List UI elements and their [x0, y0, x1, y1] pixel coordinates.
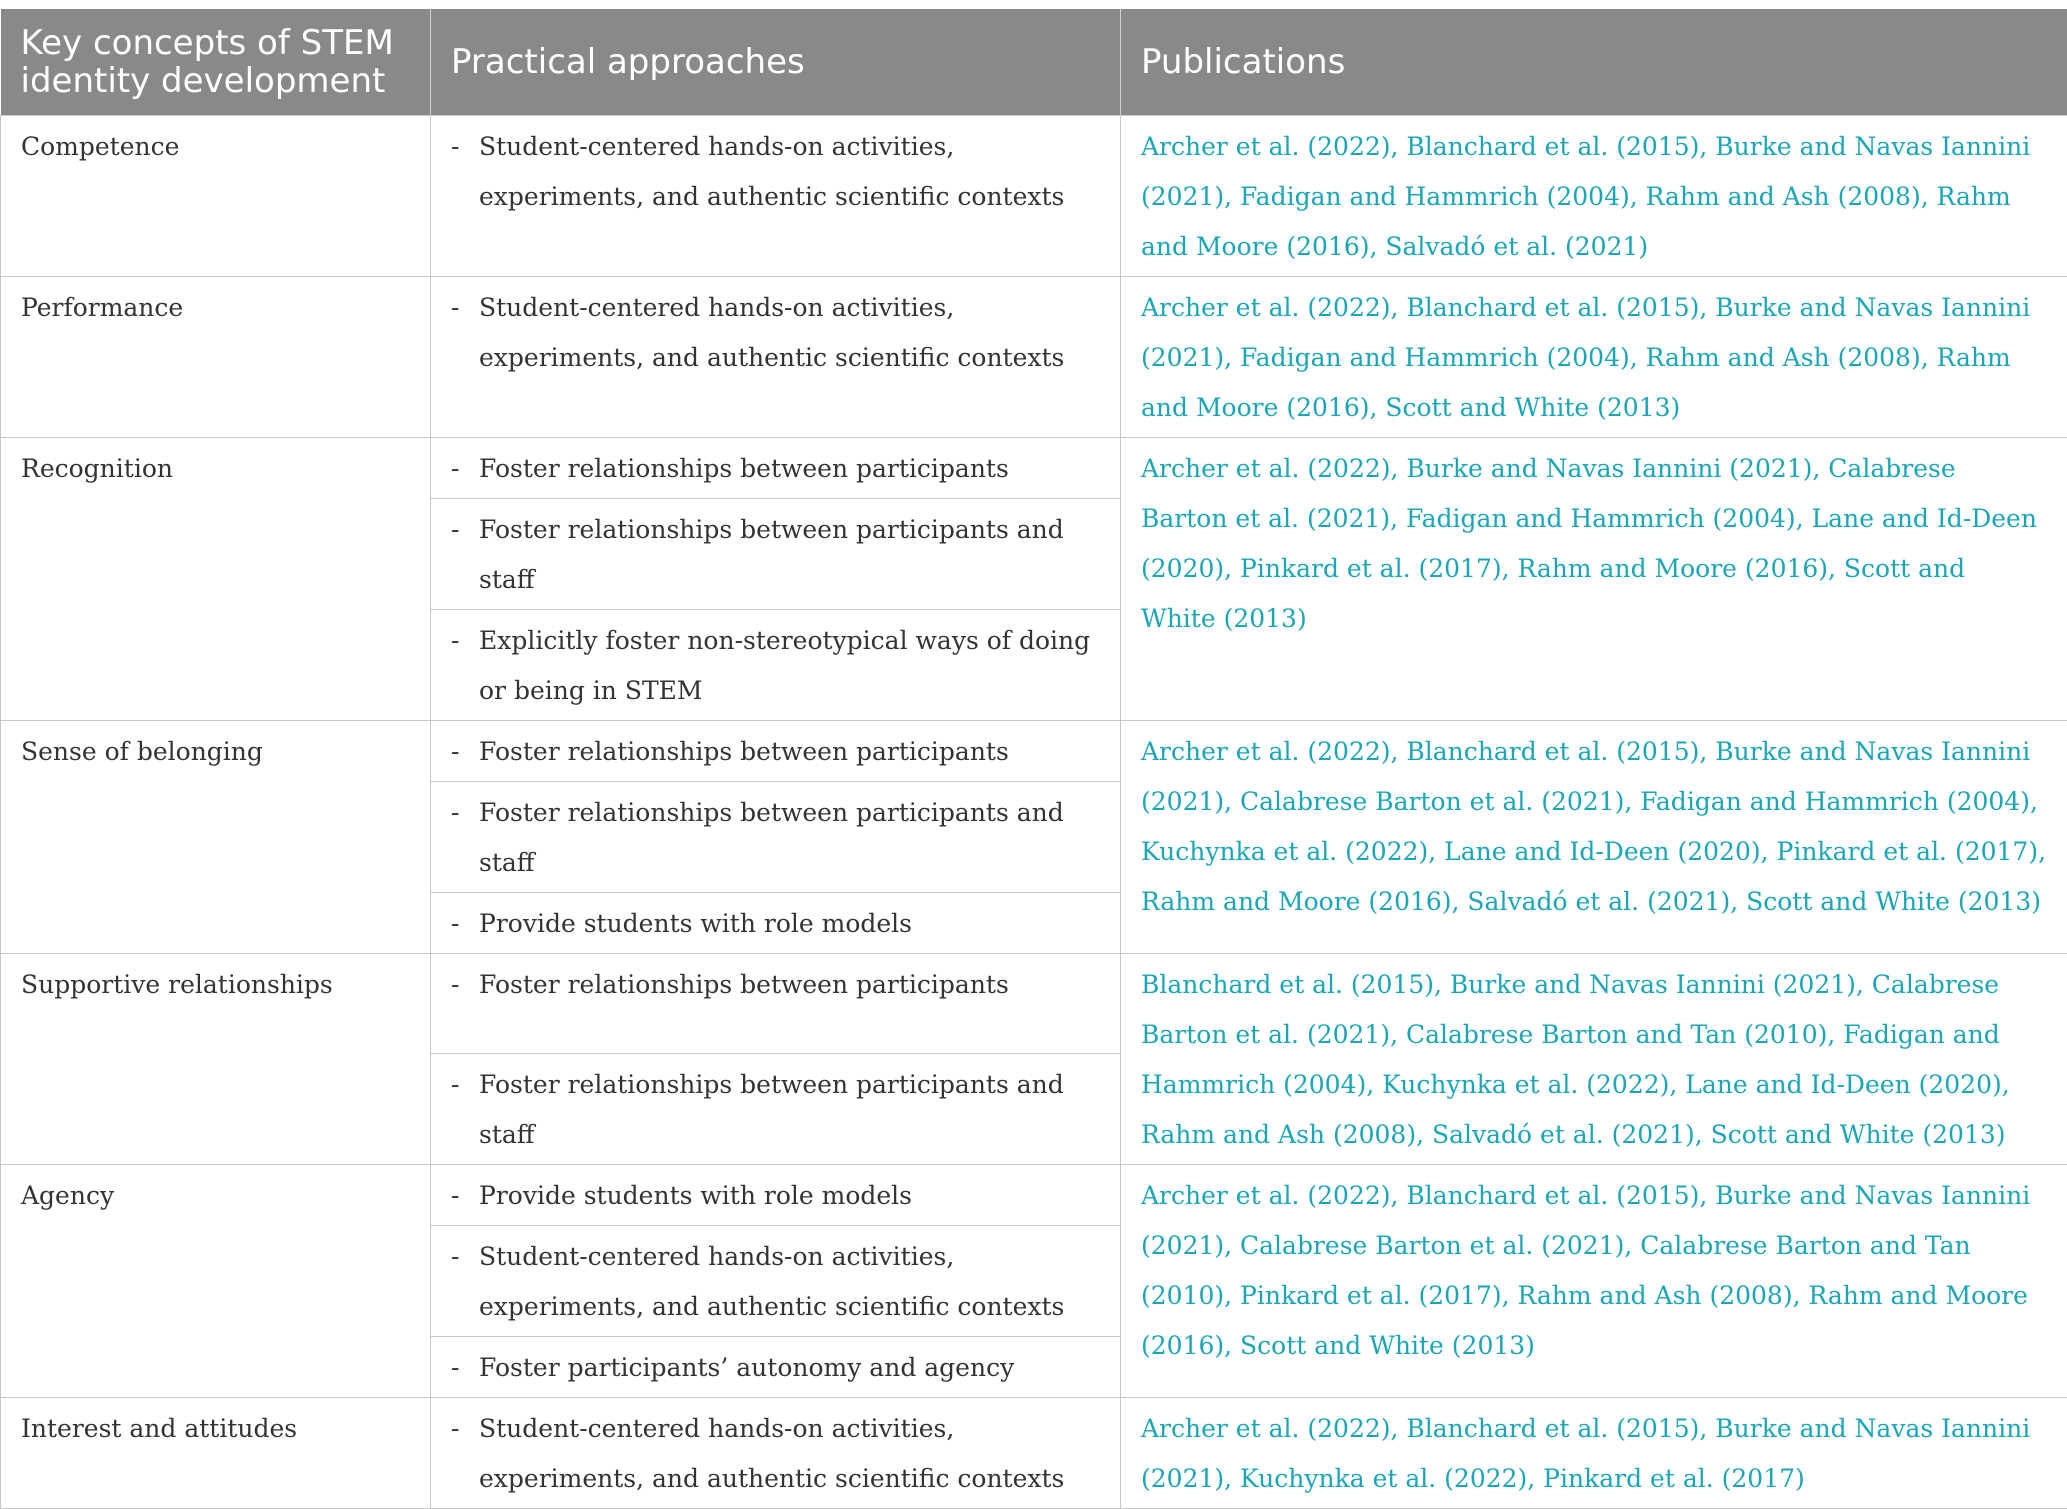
approach-cell: [431, 1165, 1121, 1226]
publications-cell: Archer et al. (2022), Burke and Navas Iannini (2021), Calabrese Barton et al. (2021), Fadigan and Hammrich (2004), Lane and Id-Deen (2020), Pinkard et al. (2017), Rahm and Moore (2016), Scott and White (2013): [1121, 438, 2067, 721]
approach-cell: [431, 277, 1121, 438]
table-row: [1, 116, 2067, 277]
dash-marker: -: [451, 727, 479, 777]
dash-marker: -: [451, 1343, 479, 1393]
table-row: [1, 1165, 2067, 1226]
concept-cell: Recognition: [1, 438, 431, 721]
table-header: [1, 9, 2067, 116]
table-row: [1, 277, 2067, 438]
approach-cell: [431, 954, 1121, 1054]
dash-marker: -: [451, 444, 479, 494]
concept-cell: Supportive relationships: [1, 954, 431, 1165]
table-body: [1, 116, 2067, 1509]
approach-cell: [431, 438, 1121, 499]
header-key-concepts: Key concepts of STEM identity development: [1, 9, 431, 116]
approach-cell: [431, 1054, 1121, 1165]
table-row: [1, 721, 2067, 782]
approach-text: Foster relationships between participants: [479, 727, 1100, 777]
approach-text: Foster relationships between participants and staff: [479, 505, 1100, 605]
header-publications: Publications: [1121, 9, 2067, 116]
dash-marker: -: [451, 283, 479, 383]
dash-marker: -: [451, 505, 479, 605]
approach-text: Student-centered hands-on activities, experiments, and authentic scientific contexts: [479, 122, 1100, 222]
publications-cell: Archer et al. (2022), Blanchard et al. (2015), Burke and Navas Iannini (2021), Calabrese Barton et al. (2021), Fadigan and Hammrich (2004), Kuchynka et al. (2022), Lane and Id-Deen (2020), Pinkard et al. (2017), Rahm and Moore (2016), Salvadó et al. (2021), Scott and White (2013): [1121, 721, 2067, 954]
dash-marker: -: [451, 1404, 479, 1504]
dash-marker: -: [451, 616, 479, 716]
concept-cell: Interest and attitudes: [1, 1398, 431, 1509]
approach-cell: [431, 721, 1121, 782]
concept-cell: Agency: [1, 1165, 431, 1398]
approach-cell: [431, 610, 1121, 721]
approach-text: Foster relationships between participants: [479, 960, 1100, 1010]
stem-identity-table: [0, 9, 2067, 1509]
publications-cell: Blanchard et al. (2015), Burke and Navas Iannini (2021), Calabrese Barton et al. (2021), Calabrese Barton and Tan (2010), Fadigan and Hammrich (2004), Kuchynka et al. (2022), Lane and Id-Deen (2020), Rahm and Ash (2008), Salvadó et al. (2021), Scott and White (2013): [1121, 954, 2067, 1165]
dash-marker: -: [451, 960, 479, 1010]
publications-cell: Archer et al. (2022), Blanchard et al. (2015), Burke and Navas Iannini (2021), Kuchynka et al. (2022), Pinkard et al. (2017): [1121, 1398, 2067, 1509]
approach-text: Student-centered hands-on activities, experiments, and authentic scientific contexts: [479, 283, 1100, 383]
concept-cell: Sense of belonging: [1, 721, 431, 954]
approach-cell: [431, 1398, 1121, 1509]
concept-cell: Competence: [1, 116, 431, 277]
approach-cell: [431, 782, 1121, 893]
dash-marker: -: [451, 788, 479, 888]
approach-text: Foster relationships between participants and staff: [479, 1060, 1100, 1160]
approach-text: Explicitly foster non-stereotypical ways of doing or being in STEM: [479, 616, 1100, 716]
table-row: [1, 1398, 2067, 1509]
header-row: [1, 9, 2067, 116]
approach-text: Provide students with role models: [479, 1171, 1100, 1221]
dash-marker: -: [451, 122, 479, 222]
dash-marker: -: [451, 899, 479, 949]
approach-text: Foster relationships between participants: [479, 444, 1100, 494]
approach-text: Student-centered hands-on activities, experiments, and authentic scientific contexts: [479, 1404, 1100, 1504]
approach-cell: [431, 499, 1121, 610]
dash-marker: -: [451, 1232, 479, 1332]
publications-cell: Archer et al. (2022), Blanchard et al. (2015), Burke and Navas Iannini (2021), Fadigan and Hammrich (2004), Rahm and Ash (2008), Rahm and Moore (2016), Scott and White (2013): [1121, 277, 2067, 438]
table-row: [1, 954, 2067, 1054]
approach-cell: [431, 116, 1121, 277]
dash-marker: -: [451, 1060, 479, 1160]
table-row: [1, 438, 2067, 499]
dash-marker: -: [451, 1171, 479, 1221]
approach-text: Student-centered hands-on activities, experiments, and authentic scientific contexts: [479, 1232, 1100, 1332]
approach-cell: [431, 893, 1121, 954]
publications-cell: Archer et al. (2022), Blanchard et al. (2015), Burke and Navas Iannini (2021), Fadigan and Hammrich (2004), Rahm and Ash (2008), Rahm and Moore (2016), Salvadó et al. (2021): [1121, 116, 2067, 277]
approach-text: Foster relationships between participants and staff: [479, 788, 1100, 888]
approach-text: Provide students with role models: [479, 899, 1100, 949]
publications-cell: Archer et al. (2022), Blanchard et al. (2015), Burke and Navas Iannini (2021), Calabrese Barton et al. (2021), Calabrese Barton and Tan (2010), Pinkard et al. (2017), Rahm and Ash (2008), Rahm and Moore (2016), Scott and White (2013): [1121, 1165, 2067, 1398]
header-practical-approaches: Practical approaches: [431, 9, 1121, 116]
approach-text: Foster participants’ autonomy and agency: [479, 1343, 1100, 1393]
approach-cell: [431, 1226, 1121, 1337]
approach-cell: [431, 1337, 1121, 1398]
concept-cell: Performance: [1, 277, 431, 438]
